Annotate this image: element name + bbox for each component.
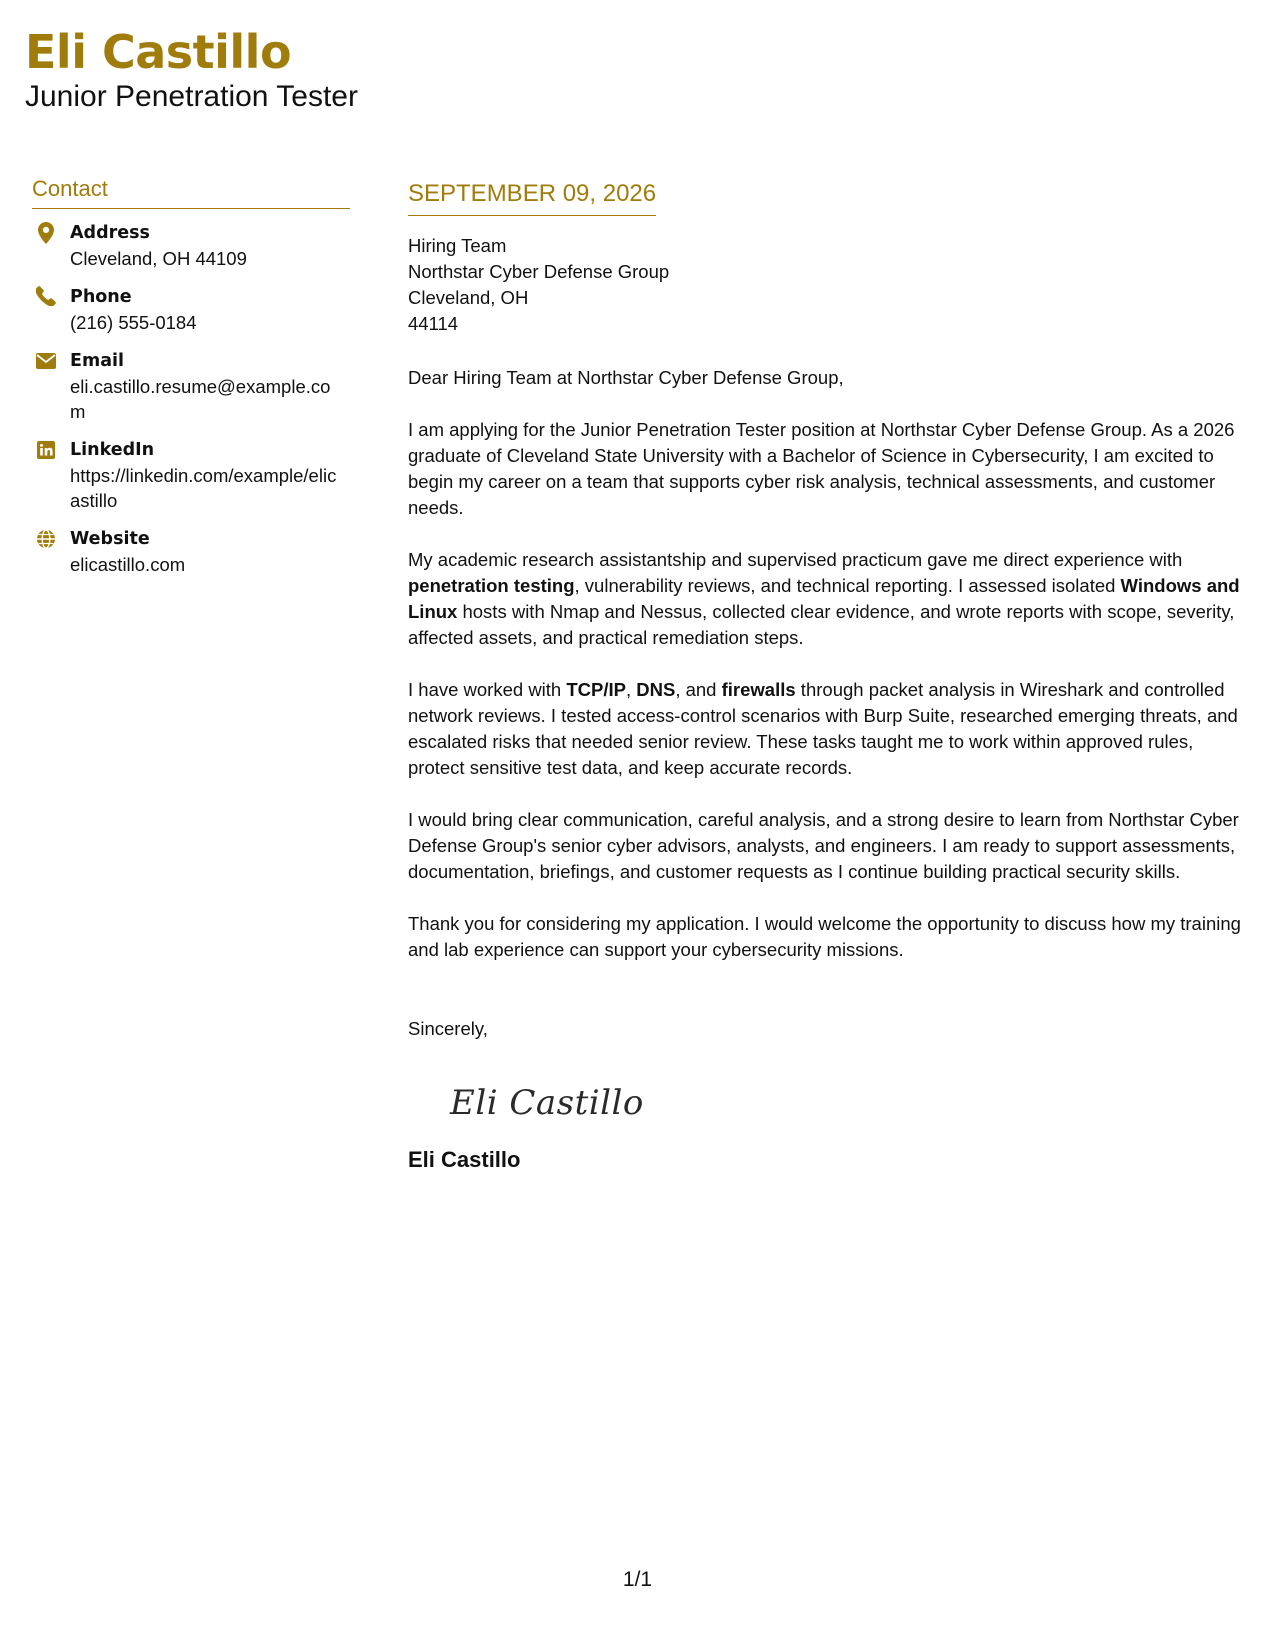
emphasis-text: Windows and Linux [408,575,1240,622]
globe-icon [34,528,58,552]
salutation: Dear Hiring Team at Northstar Cyber Defense Group, [408,367,844,388]
recipient-line: Hiring Team [408,235,507,256]
paragraph-text: I would bring clear communication, careful analysis, and a strong desire to learn from Northstar Cyber Defense Group's senior cyber advisors, analysts, and engineers. I am ready to support assessments, documentation, briefings, and customer requests as I continue building practical security skills. [408,809,1239,882]
emphasis-text: firewalls [721,679,796,700]
cover-letter-body [408,178,1253,1174]
paragraph-text: I have worked with [408,679,567,700]
letter-paragraph-thanks [408,911,1253,963]
applicant-name: Eli Castillo [25,25,292,79]
job-title: Junior Penetration Tester [25,80,358,113]
recipient-company: Northstar Cyber Defense Group [408,261,670,282]
address-value: Cleveland, OH 44109 [70,248,247,269]
contact-item-website [32,527,350,577]
contact-item-phone [32,285,350,335]
paragraph-text: through packet analysis in Wireshark and controlled network reviews. I tested access-control scenarios with Burp Suite, researched emerging threats, and escalated risks that needed senior review. These tasks taught me to work within approved rules, protect sensitive test data, and keep accurate records. [408,679,1238,778]
map-pin-icon [34,222,58,246]
email-value[interactable]: eli.castillo.resume@example.com [70,376,331,422]
paragraph-text: hosts with Nmap and Nessus, collected clear evidence, and wrote reports with scope, severity, affected assets, and practical remediation steps. [408,601,1235,648]
emphasis-text: DNS [636,679,676,700]
contact-sidebar [32,175,350,591]
linkedin-icon [34,439,58,463]
handwritten-signature: Eli Castillo [450,1083,644,1123]
paragraph-text: Thank you for considering my application. I would welcome the opportunity to discuss how my training and lab experience can support your cybersecurity missions. [408,913,1241,960]
linkedin-value[interactable]: https://linkedin.com/example/elicastillo [70,465,337,511]
contact-item-email [32,349,350,424]
page-number: 1/1 [622,1568,653,1591]
recipient-city: Cleveland, OH [408,287,529,308]
paragraph-text: , vulnerability reviews, and technical reporting. I assessed isolated [574,575,1121,596]
letter-paragraph-intro [408,417,1253,521]
paragraph-text: My academic research assistantship and supervised practicum gave me direct experience with [408,549,1183,570]
website-label: Website [70,529,150,549]
letter-paragraph-experience [408,547,1253,651]
phone-label: Phone [70,287,132,307]
address-label: Address [70,223,150,243]
paragraph-text: , and [675,679,722,700]
website-value[interactable]: elicastillo.com [70,554,186,575]
emphasis-text: penetration testing [408,575,575,596]
contact-item-address [32,221,350,271]
phone-icon [34,286,58,310]
resume-header [25,22,358,114]
recipient-zip: 44114 [408,313,459,334]
linkedin-label: LinkedIn [70,440,155,460]
letter-paragraph-networking [408,677,1253,781]
letter-paragraph-goals [408,807,1253,885]
contact-heading: Contact [32,175,350,209]
email-label: Email [70,351,124,371]
letter-date: SEPTEMBER 09, 2026 [408,178,656,216]
recipient-block [408,233,1253,337]
envelope-icon [34,350,58,374]
emphasis-text: TCP/IP [566,679,626,700]
phone-value: (216) 555-0184 [70,312,197,333]
contact-list [32,221,350,577]
contact-item-linkedin [32,438,350,513]
signer-name: Eli Castillo [408,1147,521,1172]
closing: Sincerely, [408,1018,488,1039]
paragraph-text: , [625,679,637,700]
paragraph-text: I am applying for the Junior Penetration Tester position at Northstar Cyber Defense Group. As a 2026 graduate of Cleveland State University with a Bachelor of Science in Cybersecurity, I am excited to begin my career on a team that supports cyber risk analysis, technical assessments, and customer needs. [408,419,1235,518]
